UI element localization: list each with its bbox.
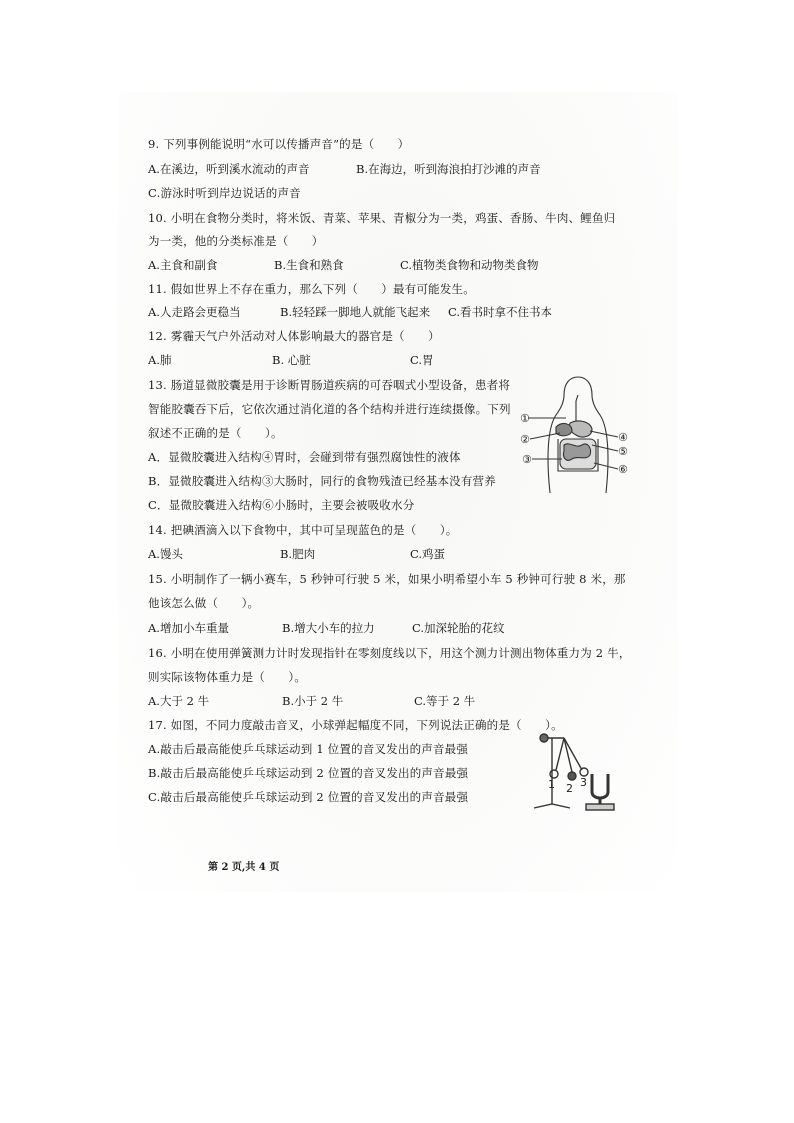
question-12-stem: 12. 雾霾天气户外活动对人体影响最大的器官是（ ） [148, 329, 440, 343]
question-15-option-a: A.增加小车重量 [148, 621, 229, 635]
question-17-stem: 17. 如图，不同力度敲击音叉，小球弹起幅度不同，下列说法正确的是（ ）。 [148, 718, 563, 732]
string-1 [556, 738, 564, 770]
question-17-option-c: C.敲击后最高能使乒乓球运动到 2 位置的音叉发出的声音最强 [148, 790, 469, 804]
leader-4 [590, 431, 618, 437]
label-5: ⑤ [618, 445, 628, 458]
tuning-fork [592, 774, 608, 798]
question-15-option-b: B.增大小车的拉力 [282, 621, 375, 635]
page-footer: 第 2 页,共 4 页 [208, 862, 280, 873]
string-2 [564, 738, 572, 772]
question-15-option-c: C.加深轮胎的花纹 [412, 621, 505, 635]
question-11-option-a: A.人走路会更稳当 [148, 305, 241, 319]
question-16-option-b: B.小于 2 牛 [282, 694, 344, 708]
question-16-stem-2: 则实际该物体重力是（ ）。 [148, 670, 307, 684]
tuning-fork-base [586, 804, 614, 810]
ball-position-2 [568, 772, 576, 780]
question-10-option-c: C.植物类食物和动物类食物 [400, 258, 539, 272]
stomach [569, 421, 592, 437]
question-9-option-a: A.在溪边，听到溪水流动的声音 [148, 162, 310, 176]
label-1: ① [520, 412, 530, 425]
question-13-stem-3: 叙述不正确的是（ ）。 [148, 426, 283, 440]
question-10-option-a: A.主食和副食 [148, 258, 218, 272]
question-9-stem: 9. 下列事例能说明“水可以传播声音”的是（ ） [148, 137, 410, 151]
question-16-stem-1: 16. 小明在使用弹簧测力计时发现指针在零刻度线以下，用这个测力计测出物体重力为 2 牛， [148, 646, 631, 660]
digestive-system-figure [520, 375, 630, 495]
question-14-option-a: A.馒头 [148, 547, 183, 561]
question-12-option-b: B. 心脏 [272, 353, 311, 367]
fork-label-2: 2 [566, 782, 573, 795]
ball-position-1 [550, 770, 558, 778]
question-14-stem: 14. 把碘酒滴入以下食物中，其中可呈现蓝色的是（ ）。 [148, 523, 458, 537]
label-6: ⑥ [618, 463, 628, 476]
question-14-option-c: C.鸡蛋 [410, 547, 446, 561]
label-4: ④ [618, 431, 628, 444]
question-13-option-c: C．显微胶囊进入结构⑥小肠时，主要会被吸收水分 [148, 498, 415, 512]
question-12-option-a: A.肺 [148, 353, 172, 367]
question-11-option-b: B.轻轻踩一脚地人就能飞起来 [280, 305, 431, 319]
question-17-option-b: B.敲击后最高能使乒乓球运动到 2 位置的音叉发出的声音最强 [148, 766, 469, 780]
question-10-stem-1: 10. 小明在食物分类时，将米饭、青菜、苹果、青椒分为一类，鸡蛋、香肠、牛肉、鲤鱼归 [148, 211, 616, 225]
leader-2 [530, 433, 560, 439]
label-2: ② [520, 433, 530, 446]
string-3 [564, 738, 582, 770]
question-11-option-c: C.看书时拿不住书本 [448, 305, 553, 319]
stand-base [534, 804, 570, 808]
question-13-option-b: B．显微胶囊进入结构③大肠时，同行的食物残渣已经基本没有营养 [148, 474, 496, 488]
question-14-option-b: B.肥肉 [280, 547, 316, 561]
question-16-option-a: A.大于 2 牛 [148, 694, 210, 708]
question-9-option-b: B.在海边，听到海浪拍打沙滩的声音 [356, 162, 541, 176]
esophagus [576, 395, 578, 423]
question-10-option-b: B.生食和熟食 [274, 258, 344, 272]
question-13-stem-1: 13. 肠道显微胶囊是用于诊断胃肠道疾病的可吞咽式小型设备，患者将 [148, 378, 511, 392]
question-10-stem-2: 为一类，他的分类标准是（ ） [148, 234, 324, 248]
fork-label-3: 3 [580, 776, 587, 789]
fork-label-1: 1 [548, 778, 555, 791]
question-13-stem-2: 智能胶囊吞下后，它依次通过消化道的各个结构并进行连续摄像。下列 [148, 402, 511, 416]
question-16-option-c: C.等于 2 牛 [414, 694, 476, 708]
question-15-stem-2: 他该怎么做（ ）。 [148, 596, 260, 610]
question-17-option-a: A.敲击后最高能使乒乓球运动到 1 位置的音叉发出的声音最强 [148, 742, 469, 756]
label-3: ③ [522, 453, 532, 466]
stand-clamp [540, 734, 548, 742]
question-13-option-a: A．显微胶囊进入结构④胃时，会碰到带有强烈腐蚀性的液体 [148, 450, 461, 464]
tuning-fork-figure [520, 726, 630, 812]
question-11-stem: 11. 假如世界上不存在重力，那么下列（ ）最有可能发生。 [148, 282, 475, 296]
ball-position-3 [580, 768, 588, 776]
question-15-stem-1: 15. 小明制作了一辆小赛车，5 秒钟可行驶 5 米，如果小明希望小车 5 秒钟可行驶 8 米，那 [148, 572, 626, 586]
question-12-option-c: C.胃 [410, 353, 434, 367]
small-intestine [563, 444, 590, 460]
liver [556, 424, 572, 436]
question-9-option-c: C.游泳时听到岸边说话的声音 [148, 186, 301, 200]
